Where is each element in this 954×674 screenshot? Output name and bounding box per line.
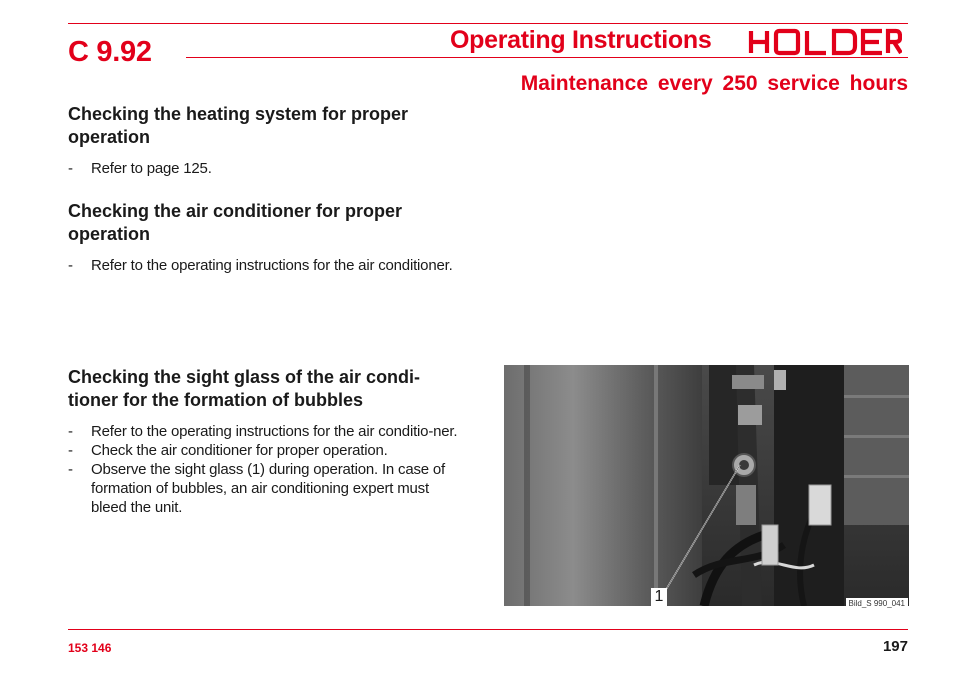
- document-number: 153 146: [68, 641, 112, 655]
- page-title: Operating Instructions: [450, 26, 712, 54]
- model-number: C 9.92: [68, 36, 152, 68]
- list-item: [68, 441, 468, 460]
- list-marker: -: [68, 442, 73, 459]
- list-marker: -: [68, 423, 73, 440]
- footer-rule: [68, 629, 908, 630]
- holder-logo: [748, 28, 902, 56]
- photo-illustration: [504, 365, 909, 606]
- section-heating-system: [68, 103, 468, 178]
- list-item-text: Refer to the operating instructions for the air conditio-ner.: [91, 423, 458, 440]
- instruction-list: [68, 256, 468, 275]
- figure-caption: Bild_S 990_041: [846, 598, 909, 609]
- list-item: [68, 460, 468, 517]
- section-air-conditioner: [68, 200, 468, 275]
- figure-callout-1: 1: [651, 588, 667, 606]
- list-item: [68, 159, 468, 178]
- list-item: [68, 422, 468, 441]
- sight-glass-photo: [504, 365, 909, 606]
- section-heading: Checking the air conditioner for proper operation: [68, 201, 403, 244]
- list-item-text: Refer to the operating instructions for the air conditioner.: [91, 257, 453, 274]
- instruction-list: [68, 159, 468, 178]
- holder-logo-mark: [748, 28, 902, 56]
- header-bottom-rule: [186, 57, 908, 58]
- list-item-text: Observe the sight glass (1) during operation. In case of formation of bubbles, an air conditioning expert must bleed the unit.: [91, 461, 446, 516]
- section-heading: Checking the sight glass of the air condi-tioner for the formation of bubbles: [68, 367, 421, 410]
- section-sight-glass: [68, 366, 468, 517]
- list-marker: -: [68, 160, 73, 177]
- page-subtitle: Maintenance every 250 service hours: [520, 72, 908, 95]
- page-number: 197: [882, 638, 908, 655]
- instruction-list: [68, 422, 468, 517]
- list-item-text: Refer to page 125.: [91, 160, 212, 177]
- list-item-text: Check the air conditioner for proper operation.: [91, 442, 388, 459]
- list-item: [68, 256, 468, 275]
- list-marker: -: [68, 461, 73, 478]
- list-marker: -: [68, 257, 73, 274]
- section-heading: Checking the heating system for proper operation: [68, 104, 409, 147]
- header-top-rule: [68, 23, 908, 24]
